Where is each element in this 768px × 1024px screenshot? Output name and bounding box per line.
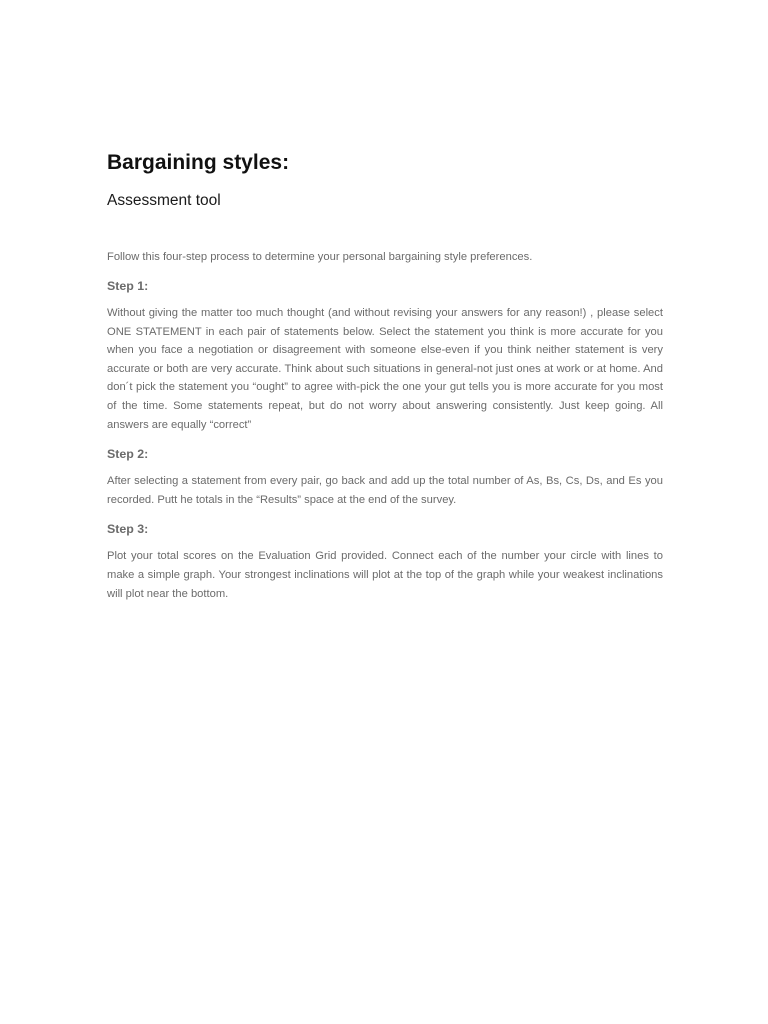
- step-3-text: Plot your total scores on the Evaluation Grid provided. Connect each of the number your circle with lines to make a simple graph. Your strongest inclinations will plot at the top of the graph while your weakest inclinations will plot near the bottom.: [107, 550, 663, 600]
- intro-paragraph: Follow this four-step process to determine your personal bargaining style preferences.: [107, 251, 533, 263]
- step-1-heading: Step 1:: [107, 279, 149, 293]
- step-2-heading: Step 2:: [107, 447, 149, 462]
- step-2-text: After selecting a statement from every pair, go back and add up the total number of As, Bs, Cs, Ds, and Es you recorded. Putt he totals in the “Results” space at the end of the survey.: [107, 475, 663, 506]
- document-title: [107, 148, 663, 178]
- document-subtitle: Assessment tool: [107, 192, 221, 209]
- document-title-colon: :: [282, 151, 290, 174]
- step-3-heading: Step 3:: [107, 522, 149, 537]
- document-page: [107, 148, 663, 603]
- document-title-text: Bargaining styles: [107, 151, 283, 174]
- step-1-text: Without giving the matter too much thought (and without revising your answers for any reason!) , please select ONE STATEMENT in each pair of statements below. Select the statement you think is more accurate for you when you face a negotiation or disagreement with someone else-even if you think neither statement is very accurate or both are very accurate. Think about such situations in general-not just ones at work or at home. And don´t pick the statement you “ought” to agree with-pick the one your gut tells you is more accurate for you most of the time. Some statements repeat, but do not worry about answering consistently. Just keep going. All answers are equally “correct”: [107, 307, 663, 431]
